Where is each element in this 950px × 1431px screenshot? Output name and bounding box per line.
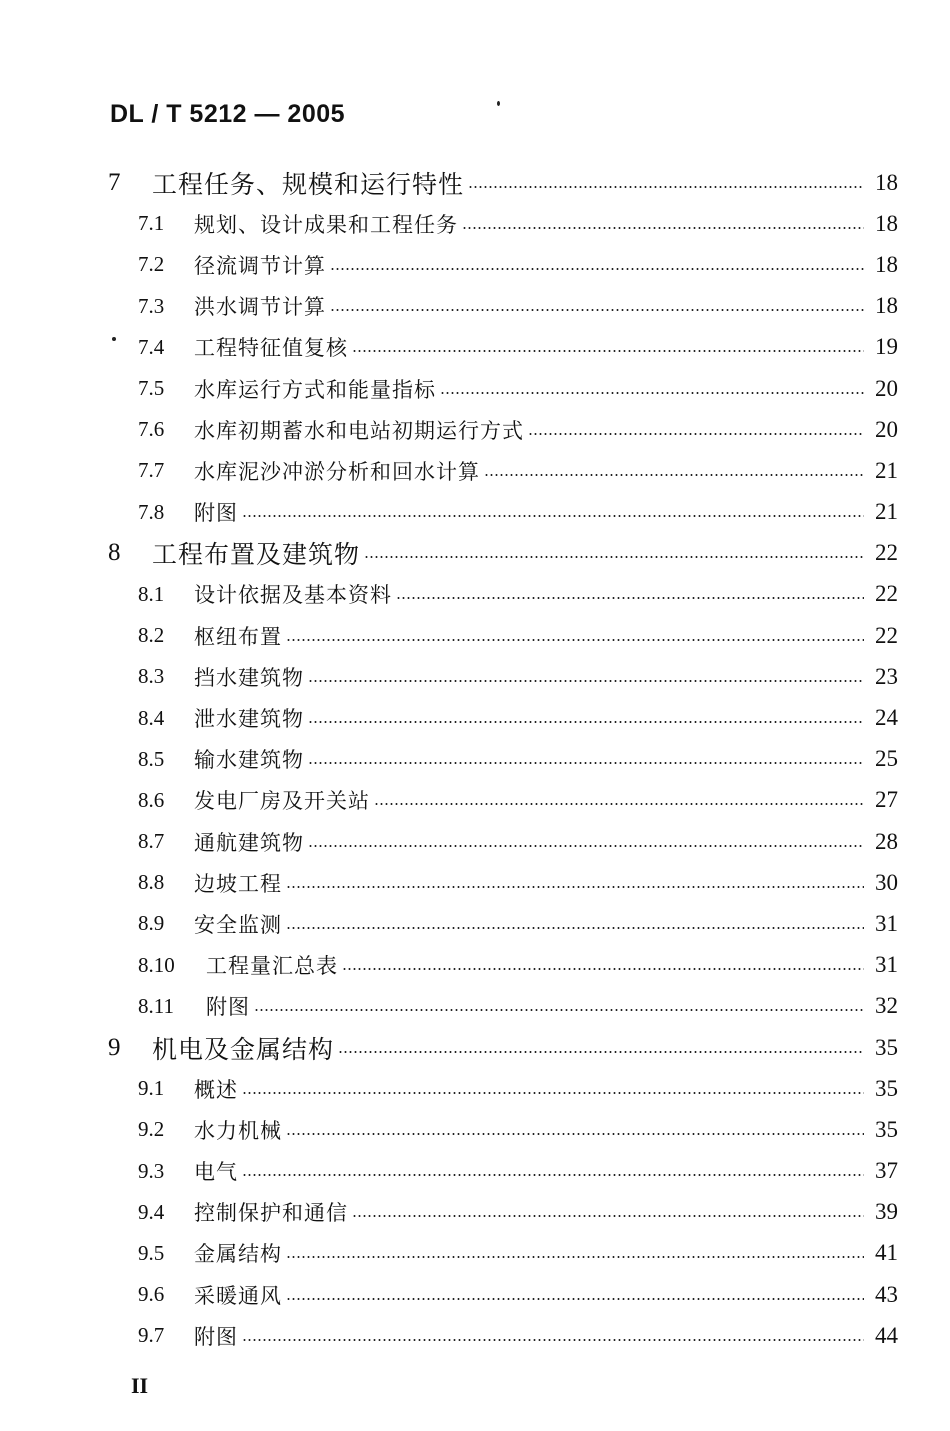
toc-entry-page-number: 23: [875, 663, 898, 689]
dot-leader: [308, 680, 864, 682]
toc-entry-number: 7.3: [138, 293, 165, 318]
toc-entry-title: 边坡工程: [194, 871, 282, 896]
toc-entry-title: 发电厂房及开关站: [194, 789, 370, 814]
toc-entry-title: 规划、设计成果和工程任务: [194, 212, 458, 237]
toc-entry-number: 7.6: [138, 417, 165, 442]
toc-entry-page-number: 44: [875, 1322, 898, 1348]
dot-leader: [242, 1174, 864, 1176]
toc-entry-title: 工程特征值复核: [194, 336, 348, 361]
toc-section-entry[interactable]: [108, 368, 898, 409]
toc-chapter-entry[interactable]: [108, 533, 898, 574]
toc-entry-page-number: 22: [875, 540, 898, 566]
toc-entry-page-number: 18: [875, 251, 898, 277]
toc-entry-title: 附图: [194, 501, 238, 526]
toc-entry-title: 水库运行方式和能量指标: [194, 377, 436, 402]
toc-section-entry[interactable]: [108, 656, 898, 697]
toc-entry-title: 径流调节计算: [194, 253, 326, 278]
toc-section-entry[interactable]: [108, 1151, 898, 1192]
print-speck: [497, 101, 500, 106]
page-number-footer: II: [131, 1373, 149, 1398]
toc-entry-title: 安全监测: [194, 912, 282, 937]
toc-section-entry[interactable]: [108, 1274, 898, 1315]
dot-leader: [468, 186, 864, 188]
dot-leader: [364, 556, 864, 558]
toc-entry-number: 7.2: [138, 252, 165, 277]
toc-entry-title: 工程量汇总表: [206, 954, 338, 979]
toc-section-entry[interactable]: [108, 203, 898, 244]
dot-leader: [308, 721, 864, 723]
document-code-header: DL / T 5212 — 2005: [110, 100, 346, 128]
toc-section-entry[interactable]: [108, 1315, 898, 1356]
toc-entry-page-number: 18: [875, 293, 898, 319]
toc-entry-number: 8.3: [138, 664, 165, 689]
dot-leader: [396, 597, 864, 599]
toc-entry-number: 7.5: [138, 376, 165, 401]
toc-entry-title: 洪水调节计算: [194, 295, 326, 320]
toc-entry-number: 8.10: [138, 952, 175, 977]
toc-entry-title: 附图: [194, 1324, 238, 1349]
toc-chapter-entry[interactable]: [108, 162, 898, 203]
toc-entry-number: 8.2: [138, 623, 165, 648]
toc-entry-page-number: 20: [875, 416, 898, 442]
dot-leader: [242, 515, 864, 517]
dot-leader: [242, 1339, 864, 1341]
toc-entry-page-number: 41: [875, 1240, 898, 1266]
dot-leader: [254, 1009, 864, 1011]
toc-entry-page-number: 21: [875, 457, 898, 483]
toc-entry-number: 9: [108, 1033, 121, 1061]
toc-entry-page-number: 19: [875, 334, 898, 360]
toc-section-entry[interactable]: [108, 739, 898, 780]
toc-entry-page-number: 24: [875, 705, 898, 731]
toc-section-entry[interactable]: [108, 780, 898, 821]
dot-leader: [352, 350, 864, 352]
toc-entry-title: 工程布置及建筑物: [152, 540, 361, 570]
dot-leader: [286, 1256, 864, 1258]
toc-entry-title: 水力机械: [194, 1118, 282, 1143]
toc-entry-title: 通航建筑物: [194, 830, 304, 855]
toc-entry-page-number: 43: [875, 1281, 898, 1307]
toc-entry-title: 挡水建筑物: [194, 665, 304, 690]
toc-section-entry[interactable]: [108, 1109, 898, 1150]
toc-section-entry[interactable]: [108, 327, 898, 368]
toc-entry-number: 7.1: [138, 211, 165, 236]
toc-entry-number: 9.5: [138, 1240, 165, 1265]
toc-section-entry[interactable]: [108, 492, 898, 533]
toc-entry-number: 9.4: [138, 1199, 165, 1224]
toc-entry-number: 9.1: [138, 1076, 165, 1101]
toc-entry-page-number: 28: [875, 828, 898, 854]
toc-section-entry[interactable]: [108, 1233, 898, 1274]
toc-entry-page-number: 22: [875, 581, 898, 607]
toc-section-entry[interactable]: [108, 903, 898, 944]
dot-leader: [342, 968, 864, 970]
dot-leader: [374, 803, 864, 805]
dot-leader: [528, 433, 864, 435]
toc-entry-page-number: 21: [875, 499, 898, 525]
toc-entry-title: 附图: [206, 995, 250, 1020]
dot-leader: [462, 227, 864, 229]
toc-entry-title: 泄水建筑物: [194, 707, 304, 732]
toc-section-entry[interactable]: [108, 986, 898, 1027]
toc-section-entry[interactable]: [108, 821, 898, 862]
toc-entry-number: 8.8: [138, 870, 165, 895]
toc-entry-page-number: 35: [875, 1075, 898, 1101]
toc-entry-number: 8.4: [138, 705, 165, 730]
toc-entry-page-number: 22: [875, 622, 898, 648]
toc-section-entry[interactable]: [108, 450, 898, 491]
dot-leader: [286, 639, 864, 641]
dot-leader: [286, 1133, 864, 1135]
dot-leader: [242, 1092, 864, 1094]
dot-leader: [338, 1051, 864, 1053]
toc-entry-title: 水库泥沙冲淤分析和回水计算: [194, 459, 480, 484]
toc-entry-title: 采暖通风: [194, 1283, 282, 1308]
toc-entry-page-number: 37: [875, 1158, 898, 1184]
toc-entry-page-number: 32: [875, 993, 898, 1019]
toc-entry-page-number: 25: [875, 746, 898, 772]
dot-leader: [286, 927, 864, 929]
dot-leader: [330, 268, 864, 270]
toc-entry-number: 8.7: [138, 829, 165, 854]
dot-leader: [308, 762, 864, 764]
toc-section-entry[interactable]: [108, 615, 898, 656]
toc-entry-page-number: 18: [875, 169, 898, 195]
toc-entry-number: 8.9: [138, 911, 165, 936]
toc-entry-title: 机电及金属结构: [152, 1034, 335, 1064]
toc-entry-number: 7.7: [138, 458, 165, 483]
toc-entry-title: 水库初期蓄水和电站初期运行方式: [194, 418, 524, 443]
toc-entry-page-number: 39: [875, 1199, 898, 1225]
toc-entry-page-number: 35: [875, 1116, 898, 1142]
toc-entry-title: 输水建筑物: [194, 748, 304, 773]
toc-entry-page-number: 27: [875, 787, 898, 813]
toc-section-entry[interactable]: [108, 244, 898, 285]
toc-entry-title: 概述: [194, 1077, 238, 1102]
toc-entry-number: 9.3: [138, 1158, 165, 1183]
toc-entry-page-number: 30: [875, 869, 898, 895]
toc-entry-number: 8: [108, 539, 121, 567]
toc-entry-page-number: 35: [875, 1034, 898, 1060]
toc-entry-title: 电气: [194, 1160, 238, 1185]
toc-section-entry[interactable]: [108, 862, 898, 903]
dot-leader: [286, 886, 864, 888]
toc-entry-page-number: 18: [875, 210, 898, 236]
toc-section-entry[interactable]: [108, 697, 898, 738]
toc-entry-number: 9.7: [138, 1323, 165, 1348]
toc-entry-title: 设计依据及基本资料: [194, 583, 392, 608]
toc-entry-number: 9.6: [138, 1282, 165, 1307]
toc-entry-number: 7.4: [138, 334, 165, 359]
dot-leader: [330, 309, 864, 311]
toc-entry-number: 8.5: [138, 746, 165, 771]
toc-entry-number: 8.1: [138, 581, 165, 606]
dot-leader: [286, 1298, 864, 1300]
toc-chapter-entry[interactable]: [108, 1027, 898, 1068]
toc-entry-title: 枢纽布置: [194, 624, 282, 649]
toc-section-entry[interactable]: [108, 409, 898, 450]
toc-section-entry[interactable]: [108, 945, 898, 986]
toc-section-entry[interactable]: [108, 286, 898, 327]
toc-entry-number: 9.2: [138, 1117, 165, 1142]
toc-entry-title: 工程任务、规模和运行特性: [152, 169, 465, 199]
table-of-contents: [108, 162, 898, 1356]
dot-leader: [352, 1215, 864, 1217]
toc-entry-number: 7.8: [138, 499, 165, 524]
toc-section-entry[interactable]: [108, 1068, 898, 1109]
toc-section-entry[interactable]: [108, 574, 898, 615]
dot-leader: [484, 474, 864, 476]
toc-entry-page-number: 20: [875, 375, 898, 401]
toc-entry-page-number: 31: [875, 910, 898, 936]
dot-leader: [440, 392, 864, 394]
toc-entry-title: 控制保护和通信: [194, 1201, 348, 1226]
toc-entry-number: 8.6: [138, 787, 165, 812]
toc-entry-number: 8.11: [138, 993, 174, 1018]
toc-entry-title: 金属结构: [194, 1242, 282, 1267]
dot-leader: [308, 845, 864, 847]
toc-section-entry[interactable]: [108, 1192, 898, 1233]
toc-entry-page-number: 31: [875, 952, 898, 978]
toc-entry-number: 7: [108, 168, 121, 196]
